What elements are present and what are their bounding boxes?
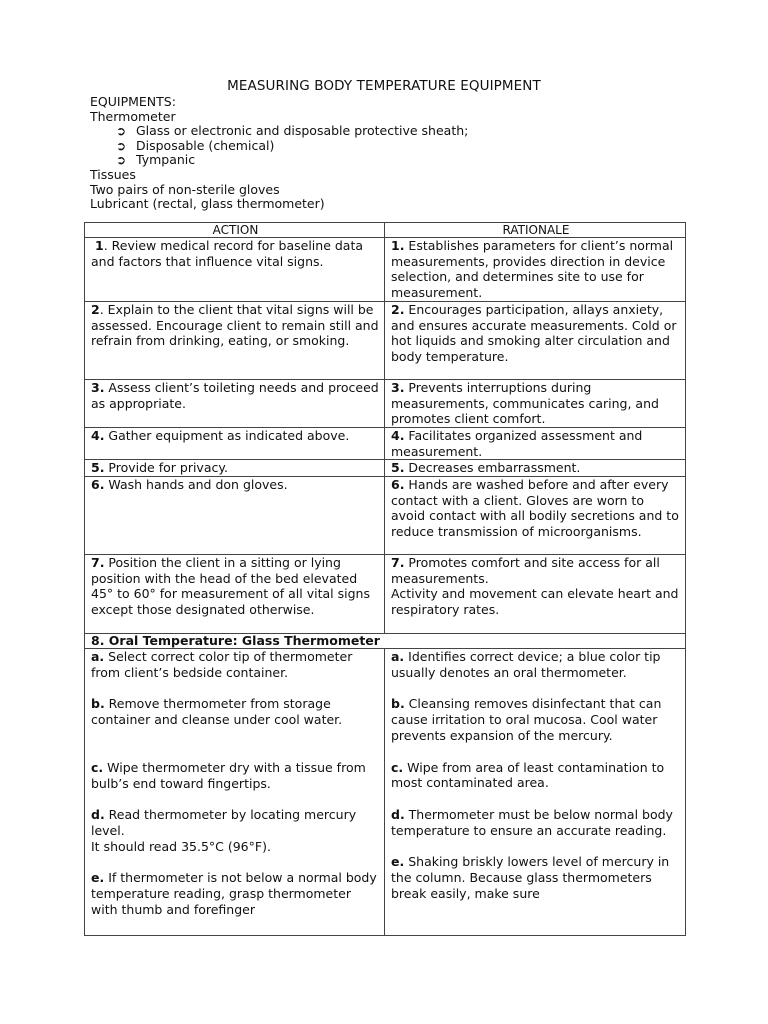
rationale-d: d. Thermometer must be below normal body temperature to ensure an accurate reading. bbox=[391, 806, 673, 838]
action-cell: 2. Explain to the client that vital signs will be assessed. Encourage client to remain still and refrain from drinking, eating, or smoking. bbox=[85, 301, 385, 379]
arrow-bullet-icon: ➲ bbox=[116, 138, 127, 153]
rationale-e: e. Shaking briskly lowers level of mercury in the column. Because glass thermometers break easily, make sure bbox=[391, 854, 670, 901]
header-rationale: RATIONALE bbox=[385, 223, 686, 238]
rationale-cell: 1. Establishes parameters for client’s normal measurements, provides direction in device selection, and determines site to use for measurement. bbox=[385, 238, 686, 302]
procedure-table bbox=[84, 222, 686, 936]
equipment-item: Two pairs of non-sterile gloves bbox=[90, 181, 280, 197]
table-row bbox=[85, 379, 686, 427]
table-row bbox=[85, 460, 686, 477]
rationale-b: b. Cleansing removes disinfectant that can cause irritation to oral mucosa. Cool water prevents expansion of the mercury. bbox=[391, 696, 662, 743]
substep-e: e. If thermometer is not below a normal body temperature reading, grasp thermometer with thumb and forefinger bbox=[91, 870, 377, 917]
substep-d: d. Read thermometer by locating mercury level. It should read 35.5°C (96°F). bbox=[91, 807, 357, 854]
table-row bbox=[85, 555, 686, 634]
action-cell: 6. Wash hands and don gloves. bbox=[85, 477, 385, 555]
table-row bbox=[85, 427, 686, 459]
action-cell: 3. Assess client’s toileting needs and proceed as appropriate. bbox=[85, 379, 385, 427]
equipment-item: Tissues bbox=[90, 166, 136, 182]
table-row bbox=[85, 301, 686, 379]
arrow-bullet-icon: ➲ bbox=[116, 124, 127, 139]
header-action: ACTION bbox=[85, 223, 385, 238]
equipment-thermometer: Thermometer bbox=[90, 108, 176, 124]
rationale-cell: 4. Facilitates organized assessment and measurement. bbox=[385, 427, 686, 459]
equipment-bullet: ➲ Tympanic bbox=[116, 152, 196, 168]
table-header-row bbox=[85, 223, 686, 238]
rationale-cell: 5. Decreases embarrassment. bbox=[385, 460, 686, 477]
table-row bbox=[85, 649, 686, 936]
substep-a: a. Select correct color tip of thermometer from client’s bedside container. bbox=[91, 649, 353, 680]
rationale-cell: 3. Prevents interruptions during measurements, communicates caring, and promotes client comfort. bbox=[385, 379, 686, 427]
action-cell: 7. Position the client in a sitting or lying position with the head of the bed elevated 45° to 60° for measurement of all vital signs except those designated otherwise. bbox=[85, 555, 385, 634]
equipment-bullet: ➲ Glass or electronic and disposable protective sheath; bbox=[116, 123, 469, 139]
action-cell bbox=[85, 649, 385, 936]
document-title: MEASURING BODY TEMPERATURE EQUIPMENT bbox=[227, 78, 541, 94]
substep-c: c. Wipe thermometer dry with a tissue from bulb’s end toward fingertips. bbox=[91, 759, 366, 791]
rationale-cell: 7. Promotes comfort and site access for all measurements. Activity and movement can elevate heart and respiratory rates. bbox=[385, 555, 686, 634]
rationale-a: a. Identifies correct device; a blue color tip usually denotes an oral thermometer. bbox=[391, 649, 661, 680]
action-cell: 1. Review medical record for baseline data and factors that influence vital signs. bbox=[85, 238, 385, 302]
rationale-c: c. Wipe from area of least contamination to most contaminated area. bbox=[391, 759, 665, 791]
section-title: 8. Oral Temperature: Glass Thermometer bbox=[85, 634, 686, 649]
rationale-cell: 6. Hands are washed before and after every contact with a client. Gloves are worn to avoid contact with all bodily secretions and to reduce transmission of microorganisms. bbox=[385, 477, 686, 555]
equipment-heading: EQUIPMENTS: bbox=[90, 94, 176, 109]
substep-b: b. Remove thermometer from storage container and cleanse under cool water. bbox=[91, 696, 343, 728]
action-cell: 4. Gather equipment as indicated above. bbox=[85, 427, 385, 459]
action-cell: 5. Provide for privacy. bbox=[85, 460, 385, 477]
arrow-bullet-icon: ➲ bbox=[116, 153, 127, 168]
section-row bbox=[85, 634, 686, 649]
equipment-bullet: ➲ Disposable (chemical) bbox=[116, 137, 275, 153]
equipment-list bbox=[90, 95, 468, 212]
table-row bbox=[85, 477, 686, 555]
rationale-cell: 2. Encourages participation, allays anxiety, and ensures accurate measurements. Cold or hot liquids and smoking alter circulation and body temperature. bbox=[385, 301, 686, 379]
rationale-cell bbox=[385, 649, 686, 936]
equipment-item: Lubricant (rectal, glass thermometer) bbox=[90, 196, 325, 212]
table-row bbox=[85, 238, 686, 302]
